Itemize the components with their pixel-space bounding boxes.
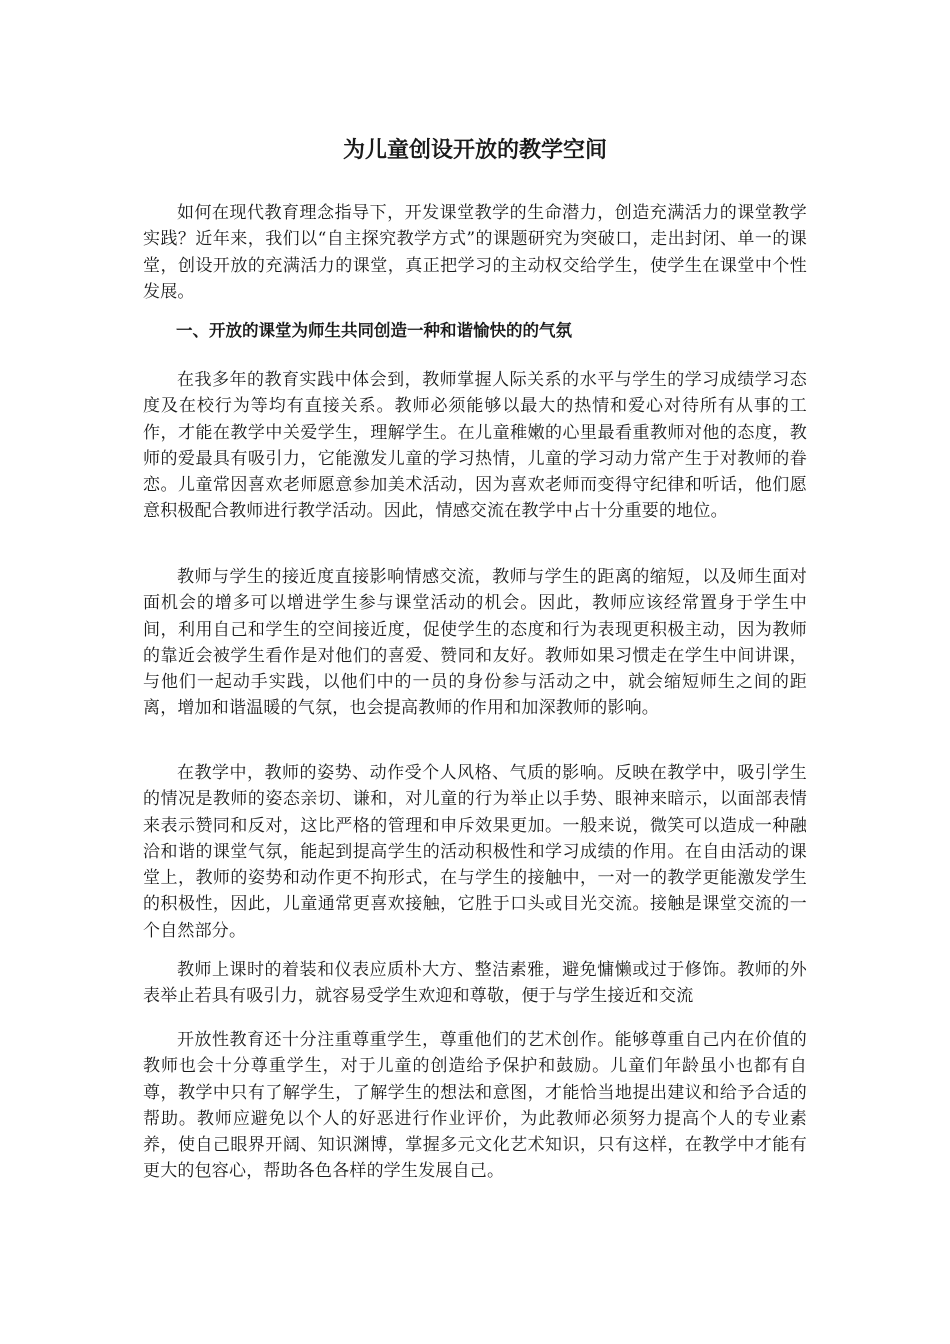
body-paragraph: 在我多年的教育实践中体会到，教师掌握人际关系的水平与学生的学习成绩学习态度及在校行为等均有直接关系。教师必须能够以最大的热情和爱心对待所有从事的工作，才能在教学中关爱学生，理解学生。在儿童稚嫩的心里最看重教师对他的态度，教师的爱最具有吸引力，它能激发儿童的学习热情，儿童的学习动力常产生于对教师的眷恋。儿童常因喜欢老师愿意参加美术活动，因为喜欢老师而变得守纪律和听话，他们愿意积极配合教师进行教学活动。因此，情感交流在教学中占十分重要的地位。 — [143, 370, 807, 522]
document-title: 为儿童创设开放的教学空间 — [342, 138, 607, 163]
body-paragraph: 教师上课时的着装和仪表应质朴大方、整洁素雅，避免慵懒或过于修饰。教师的外表举止若具有吸引力，就容易受学生欢迎和尊敬，便于与学生接近和交流 — [143, 960, 807, 1007]
document-page — [143, 0, 807, 1344]
intro-paragraph: 如何在现代教育理念指导下，开发课堂教学的生命潜力，创造充满活力的课堂教学实践？近年来，我们以“自主探究教学方式”的课题研究为突破口，走出封闭、单一的课堂，创设开放的充满活力的课堂，真正把学习的主动权交给学生，使学生在课堂中个性发展。 — [143, 203, 807, 302]
body-paragraph: 开放性教育还十分注重尊重学生，尊重他们的艺术创作。能够尊重自己内在价值的教师也会十分尊重学生，对于儿童的创造给予保护和鼓励。儿童们年龄虽小也都有自尊，教学中只有了解学生，了解学生的想法和意图，才能恰当地提出建议和给予合适的帮助。教师应避免以个人的好恶进行作业评价，为此教师必须努力提高个人的专业素养，使自己眼界开阔、知识渊博，掌握多元文化艺术知识，只有这样，在教学中才能有更大的包容心，帮助各色各样的学生发展自己。 — [143, 1030, 807, 1182]
section-heading: 一、开放的课堂为师生共同创造一种和谐愉快的的气氛 — [176, 321, 572, 340]
body-paragraph: 在教学中，教师的姿势、动作受个人风格、气质的影响。反映在教学中，吸引学生的情况是教师的姿态亲切、谦和，对儿童的行为举止以手势、眼神来暗示，以面部表情来表示赞同和反对，这比严格的管理和申斥效果更加。一般来说，微笑可以造成一种融洽和谐的课堂气氛，能起到提高学生的活动积极性和学习成绩的作用。在自由活动的课堂上，教师的姿势和动作更不拘形式，在与学生的接触中，一对一的教学更能激发学生的积极性，因此，儿童通常更喜欢接触，它胜于口头或目光交流。接触是课堂交流的一个自然部分。 — [143, 763, 807, 941]
body-paragraph: 教师与学生的接近度直接影响情感交流，教师与学生的距离的缩短，以及师生面对面机会的增多可以增进学生参与课堂活动的机会。因此，教师应该经常置身于学生中间，利用自己和学生的空间接近度，促使学生的态度和行为表现更积极主动，因为教师的靠近会被学生看作是对他们的喜爱、赞同和友好。教师如果习惯走在学生中间讲课，与他们一起动手实践，以他们中的一员的身份参与活动之中，就会缩短师生之间的距离，增加和谐温暖的气氛，也会提高教师的作用和加深教师的影响。 — [143, 567, 807, 719]
